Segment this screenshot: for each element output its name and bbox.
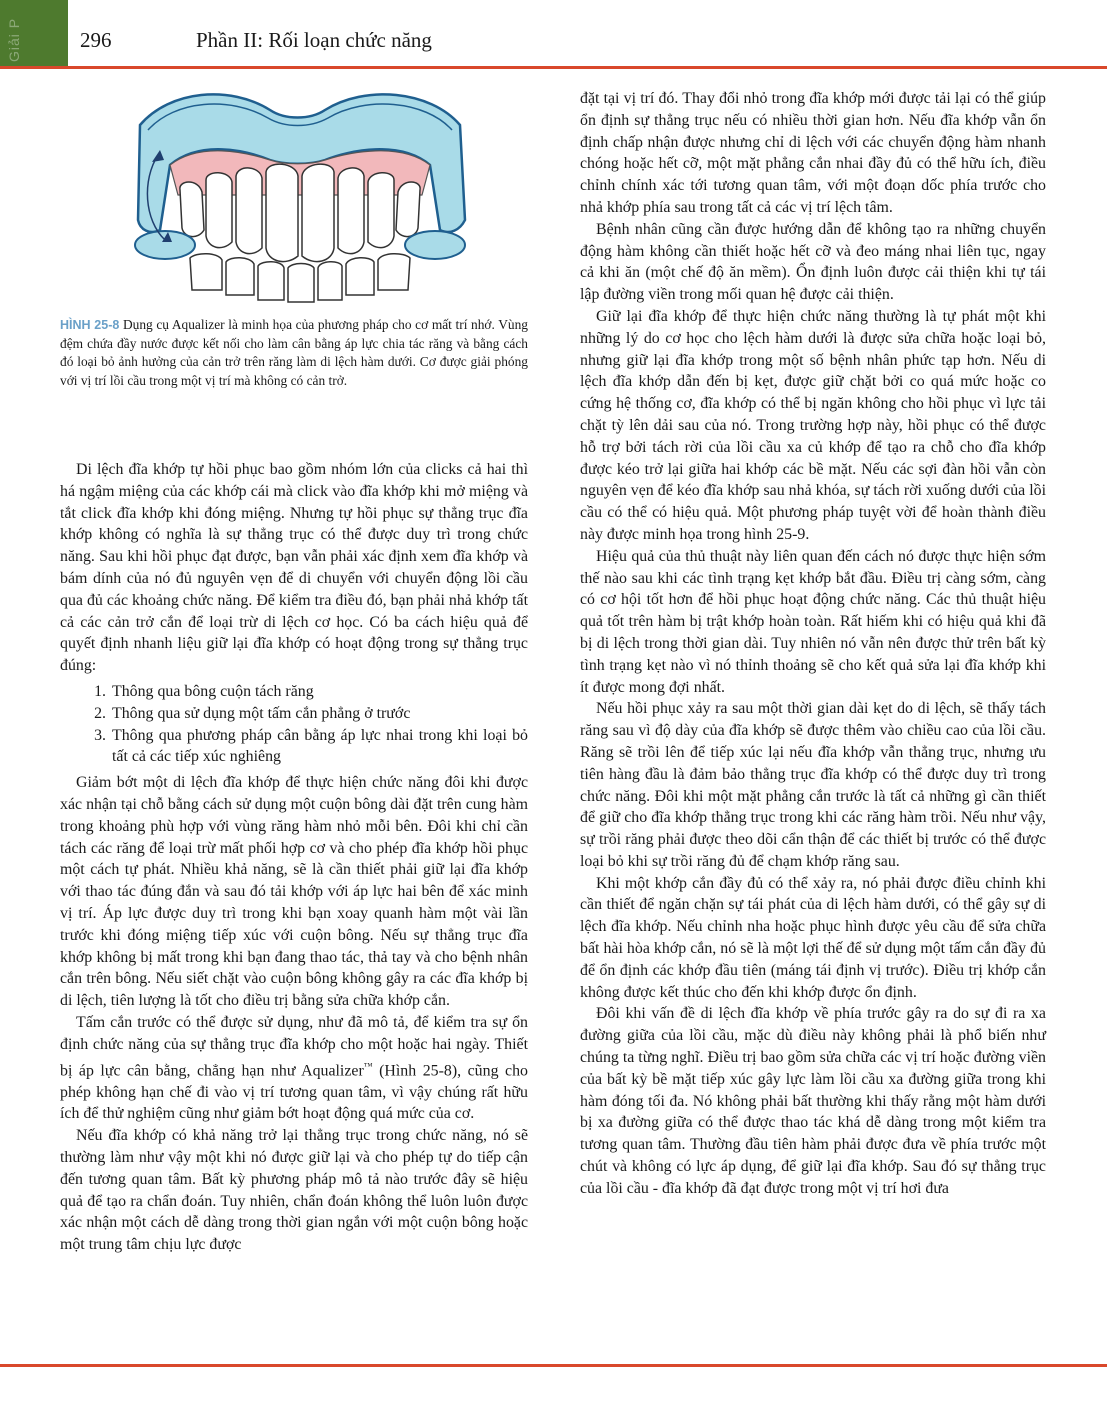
paragraph-text: Tấm cắn trước có thể được sử dụng, như đã mô tả, để kiểm tra sự ổn định chức năng của sự thẳng trục đĩa khớp cho một hoặc hai ngày. Thiết bị áp lực cân bằng, chẳng hạn như Aqualizer <box>60 1013 528 1079</box>
page-number: 296 <box>80 28 112 52</box>
watermark-text: Giải P <box>6 17 22 62</box>
paragraph: Bệnh nhân cũng cần được hướng dẫn để không tạo ra những chuyển động hàm không cần thiết hoặc hết cỡ và đeo máng nhai liên tục, ngay cả khi ăn (một chế độ ăn mềm). Ổn định luôn được cải thiện khi tự tái lập đường viền trong mối quan hệ được cải thiện. <box>580 220 1046 304</box>
caption-text: Dụng cụ Aqualizer là minh họa của phương pháp cho cơ mất trí nhớ. Vùng đệm chứa đầy nước được kết nối cho làm cân bằng áp lực chia tác răng và bằng cách đó loại bỏ ảnh hưởng của cản trở trên răng làm di lệch hàm dưới. Cơ được giải phóng với vị trí lồi cầu trong một vị trí mà không có cản trở. <box>60 317 528 388</box>
left-fluid-pad <box>135 231 195 259</box>
paragraph: Giữ lại đĩa khớp để thực hiện chức năng thường là tự phát một khi những lý do cơ học cho lệch hàm dưới là được sửa chữa hoặc loại bỏ, nhưng giữ lại đĩa khớp trong một số bệnh nhân phức tạp hơn. Nếu di lệch đĩa khớp dẫn đến bị kẹt, được giữ chặt bởi co quá mức hoặc co cứng hệ thống cơ, đĩa khớp có thể bị ngăn không cho hồi phục vì lực tải chặt tỳ lên dải sau của nó. Trong trường hợp này, hồi phục có thể được hỗ trợ bởi tách rời của lồi cầu xa củ khớp để tạo ra chỗ cho đĩa khớp được kéo trở lại giữa hai khớp các bề mặt. Nếu các sợi đàn hồi vẫn còn nguyên vẹn để kéo đĩa khớp sau nhả khóa, sự tách rời xuống dưới của lồi cầu có thể có hiệu quả. Một phương pháp tuyệt vời để hoàn thành điều này được minh họa trong hình 25-9. <box>580 307 1046 543</box>
paragraph: Nếu đĩa khớp có khả năng trở lại thẳng trục trong chức năng, nó sẽ thường làm như vậy một khi nó được giữ lại và cho phép tự do tiếp cận đến tương quan tâm. Bất kỳ phương pháp mô tả nào trước đây sẽ hiệu quả để tạo ra chẩn đoán. Tuy nhiên, chẩn đoán không thể luôn luôn được xác nhận một cách dễ dàng trong thời gian ngắn với một cuộn bông hoặc một trung tâm chịu lực được <box>60 1127 528 1254</box>
paragraph: Giảm bớt một di lệch đĩa khớp để thực hiện chức năng đôi khi được xác nhận tại chỗ bằng cách sử dụng một cuộn bông dài đặt trên cung hàm trong khoảng phù hợp với vùng răng hàm nhỏ mỗi bên. Đôi khi chỉ cần tách các răng để loại trừ mất phối hợp cơ và cho phép đĩa khớp hồi phục một cách tự phát. Nhiều khả năng, sẽ là cần thiết phải giữ lại đĩa khớp với thao tác đúng đắn và sau đó tải khớp với áp lực hai bên để xác minh vị trí. Áp lực được duy trì trong khi bạn xoay quanh hàm một vài lần trước khi đóng miệng tiếp xúc với cuộn bông. Nếu sự thẳng trục đĩa khớp không bị mất trong khi bạn đang thao tác, thả tay và cho bệnh nhân cắn trên bông. Nếu siết chặt vào cuộn bông không gây ra các đĩa khớp bị di lệch, tiên lượng là tốt cho điều trị bằng sửa chữa khớp cắn. <box>60 774 528 1010</box>
numbered-list <box>60 681 528 768</box>
aqualizer-figure <box>110 80 490 315</box>
page-header <box>80 28 1080 62</box>
paragraph: Hiệu quả của thủ thuật này liên quan đến cách nó được thực hiện sớm thế nào sau khi các tình trạng kẹt khớp bắt đầu. Điều trị càng sớm, càng có cơ hội tốt hơn để hồi phục hoạt động chức năng. Các thủ thuật hiệu quả tốt trên hàm bị trật khớp hoàn toàn. Rất hiếm khi có hiệu quả khi đã bị di lệch trong thời gian dài. Tuy nhiên nó vẫn nên được thử trên bất kỳ tình trạng kẹt nào vì nó thỉnh thoảng sẽ cho kết quả sửa lại đĩa khớp khi ít được mong đợi nhất. <box>580 547 1046 696</box>
footer-rule <box>0 1364 1107 1367</box>
right-column <box>580 88 1046 1200</box>
list-item: 1. Thông qua bông cuộn tách răng <box>110 681 528 703</box>
paragraph: đặt tại vị trí đó. Thay đổi nhỏ trong đĩa khớp mới được tải lại có thể giúp ổn định sự thẳng trục nếu có nhiều thời gian hơn. Nếu đĩa khớp vẫn ổn định chấp nhận được nhưng chỉ di lệch với các chuyển động hàm nhanh chóng hoặc hết cỡ, một mặt phẳng cắn nhai đầy đủ có thể hữu ích, điều chỉnh chính xác tới tương quan tâm, với một đoạn dốc phía trước cho nhả khớp phía sau trong tất cả các vị trí lệch tâm. <box>580 90 1046 216</box>
right-fluid-pad <box>405 231 465 259</box>
paragraph: Di lệch đĩa khớp tự hồi phục bao gồm nhóm lớn của clicks cả hai thì há ngậm miệng của các khớp cái mà click vào đĩa khớp khi mở miệng và tắt click đĩa khớp khi đóng miệng. Nhưng tự hồi phục sự thẳng trục đĩa khớp không có nghĩa là sự thẳng trục có thể được duy trì trong chức năng. Sau khi hồi phục đạt được, bạn vẫn phải xác định xem đĩa khớp và bám dính của nó đủ nguyên vẹn để di chuyển với chuyển động lồi cầu qua đủ các khoảng chức năng. Để kiểm tra điều đó, bạn phải nhả khớp tất cả các cản trở cắn để loại trừ di lệch cơ học. Có ba cách hiệu quả để quyết định nhanh liệu giữ lại đĩa khớp có hoạt động trong sự thẳng trục đúng: <box>60 461 528 675</box>
aqualizer-illustration <box>110 80 490 315</box>
paragraph: Đôi khi vấn đề di lệch đĩa khớp về phía trước gây ra do sự đi ra xa đường giữa của lồi cầu, mặc dù điều này không phải là phổ biến như chúng ta từng nghĩ. Điều trị bao gồm sửa chữa các vị trí hoặc đường viền của bất kỳ bề mặt tiếp xúc gây lực làm lồi cầu xa đường giữa trong khi hàm đóng tối đa. Nó không phải bất thường khi thấy rằng một hàm dưới bị xa đường giữa có thể được thao tác khá dễ dàng trong một kiểm tra tương quan tâm. Thường đầu tiên hàm phải được đưa về phía trước một chút và không có lực áp dụng, để giữ lại đĩa khớp. Sau đó sự thẳng trục của lồi cầu - đĩa khớp đã đạt được trong một vị trí hơi đưa <box>580 1005 1046 1197</box>
chapter-side-tab <box>0 0 68 66</box>
paragraph: Nếu hồi phục xảy ra sau một thời gian dài kẹt do di lệch, sẽ thấy tách răng sau vì độ dày của đĩa khớp sẽ được thêm vào chiều cao của lồi cầu. Răng sẽ trồi lên để tiếp xúc lại nếu đĩa khớp vẫn thẳng trục, nhưng ưu tiên hàng đầu là đảm bảo thẳng trục đĩa khớp có thể được duy trì trong chức năng. Đôi khi một mặt phẳng cắn trước là tất cả những gì cần thiết để giữ cho đĩa khớp thẳng trục trong khi các răng hàm trồi. Nếu như vậy, sự trồi răng phải được theo dõi cẩn thận để các thiết bị trước có thể được loại bỏ khi sự trồi răng đủ để chạm khớp răng sau. <box>580 700 1046 870</box>
figure-caption <box>60 316 528 390</box>
figure-label: HÌNH 25-8 <box>60 318 120 332</box>
paragraph-text: (Hình 25-8), cũng cho phép không hạn chế đi vào vị trí tương quan tâm, vì vậy chúng rất hữu ích để thử nghiệm cũng như giảm bớt hoạt động quá mức của cơ. <box>60 1061 528 1123</box>
trademark-symbol: ™ <box>363 1060 373 1071</box>
paragraph <box>60 1012 528 1125</box>
paragraph: Khi một khớp cắn đầy đủ có thể xảy ra, nó phải được điều chỉnh khi cần thiết để ngăn chặn sự tái phát của di lệch hàm dưới, có thể gây sự di lệch đĩa khớp. Nếu chỉnh nha hoặc phục hình được yêu cầu để sửa chữa bất hài hòa khớp cắn, nó sẽ là một lợi thế để sử dụng một tấm cắn đầy đủ để ổn định các khớp đầu tiên (máng tái định vị trước). Điều trị khớp cắn không được kết thúc cho đến khi khớp được ổn định. <box>580 874 1046 1001</box>
list-item: 2. Thông qua sử dụng một tấm cắn phẳng ở trước <box>110 703 528 725</box>
header-rule <box>0 66 1107 69</box>
running-title: Phần II: Rối loạn chức năng <box>196 28 432 52</box>
left-column <box>60 459 528 1256</box>
list-item: 3. Thông qua phương pháp cân bằng áp lực nhai trong khi loại bỏ tất cả các tiếp xúc nghiêng <box>110 725 528 769</box>
lower-teeth <box>190 254 410 302</box>
